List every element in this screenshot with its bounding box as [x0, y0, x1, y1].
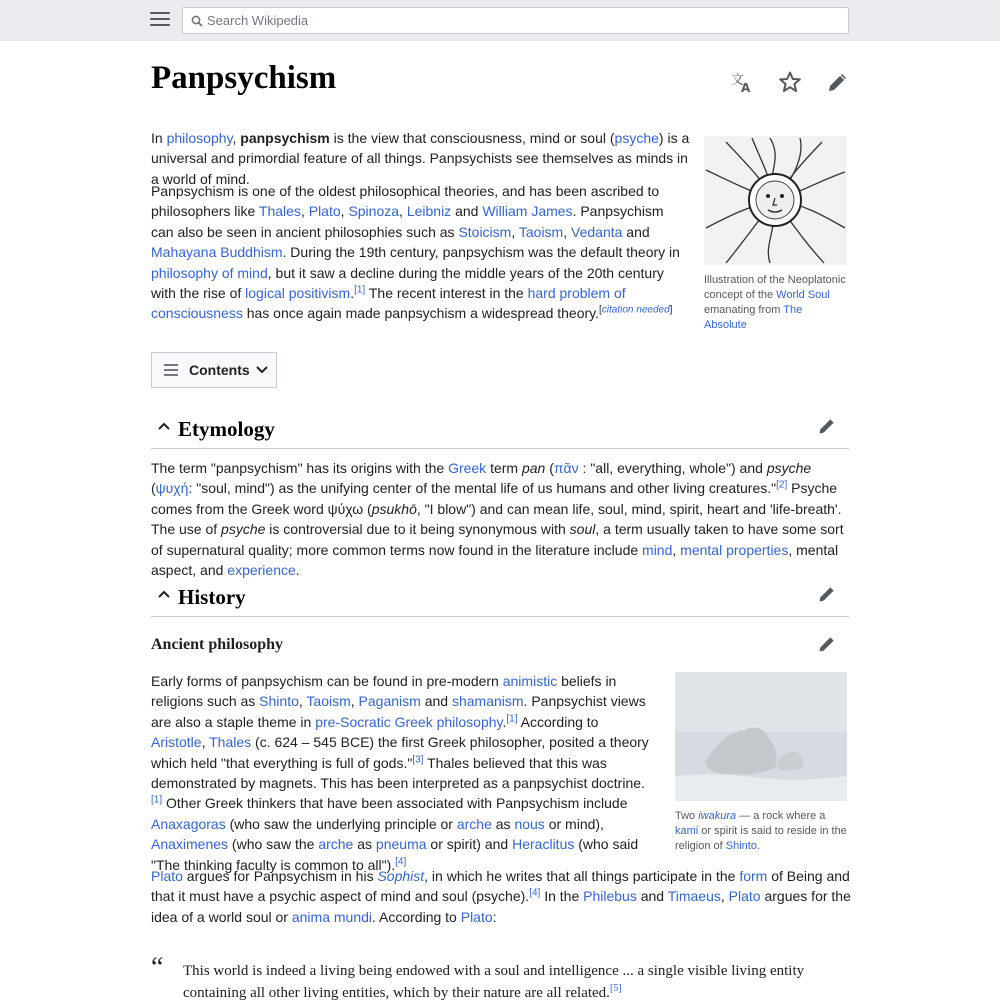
link-arche[interactable]: arche	[456, 815, 492, 832]
link-paganism[interactable]: Paganism	[358, 693, 421, 710]
menu-icon[interactable]	[150, 12, 170, 28]
svg-text:文: 文	[731, 73, 745, 88]
caret-up-icon[interactable]	[157, 419, 171, 433]
blockquote: This world is indeed a living being endowed with a soul and intelligence ... a single visible living entity containing all other living entities, which by their nature are all related.[5]	[183, 963, 805, 1001]
top-bar	[0, 0, 1000, 41]
link-stoicism[interactable]: Stoicism	[458, 223, 512, 240]
link-the-absolute[interactable]: The Absolute	[704, 304, 803, 331]
reference-link[interactable]: [2]	[776, 479, 788, 491]
link-aristotle[interactable]: Aristotle	[151, 734, 202, 751]
link-plato[interactable]: Plato	[308, 203, 341, 220]
reference-link[interactable]: [1]	[354, 284, 366, 296]
edit-pencil-icon[interactable]	[817, 634, 837, 654]
link-shamanism[interactable]: shamanism	[451, 693, 524, 710]
link-spinoza[interactable]: Spinoza	[348, 203, 400, 220]
link-philosophy[interactable]: philosophy	[166, 130, 233, 146]
chevron-down-icon	[255, 363, 269, 377]
section-history	[151, 575, 849, 617]
intro-paragraph-2: Panpsychism is one of the oldest philosophical theories, and has been ascribed to philosophers like Thales, Plato, Spinoza, Leibniz and William James. Panpsychism can also be seen in ancient philosophies such as Stoicism, Taoism, Vedanta and Mahayana Buddhism. During the 19th century, panpsychism was the default theory in philosophy of mind, but it saw a decline during the middle years of the 20th century with the rise of logical positivism.[1] The recent interest in the hard problem of consciousness has once again made panpsychism a widespread theory.[citation needed]	[151, 183, 680, 322]
subsection-heading: Ancient philosophy	[151, 636, 284, 653]
world-soul-illustration[interactable]	[704, 136, 847, 265]
iwakura-photo[interactable]	[675, 672, 847, 801]
link-sophist[interactable]: Sophist	[377, 868, 425, 884]
link-william-james[interactable]: William James	[482, 203, 573, 220]
reference-link[interactable]: [1]	[151, 794, 163, 806]
figure-caption: Two iwakura — a rock where a kami or spirit is said to reside in the religion of Shinto.	[675, 810, 847, 852]
link-greek[interactable]: Greek	[448, 460, 487, 476]
figure-iwakura	[675, 672, 847, 854]
plato-paragraph: Plato argues for Panpsychism in his Sophist, in which he writes that all things participate in the form of Being and that it must have a psychic aspect of mind and soul (psyche).[4] In the Philebus and Timaeus, Plato argues for the idea of a world soul or anima mundi. According to Plato:	[151, 868, 851, 925]
link-shinto[interactable]: Shinto	[725, 840, 757, 852]
reference-link[interactable]: [1]	[506, 713, 518, 725]
link-plato[interactable]: Plato	[728, 888, 761, 905]
intro-paragraph-1: In philosophy, panpsychism is the view that consciousness, mind or soul (psyche) is a universal and primordial feature of all things. Panpsychists see themselves as minds in a world of mind.	[151, 130, 690, 187]
link-pan[interactable]: πᾶν	[553, 460, 579, 476]
link-taoism[interactable]: Taoism	[306, 693, 351, 710]
link-iwakura[interactable]: iwakura	[698, 810, 737, 822]
link-plato[interactable]: Plato	[151, 868, 183, 884]
section-heading: Etymology	[178, 417, 275, 441]
section-etymology	[151, 407, 849, 449]
figure-world-soul	[704, 136, 847, 333]
ancient-philosophy-paragraph: Early forms of panpsychism can be found in pre-modern animistic beliefs in religions such as Shinto, Taoism, Paganism and shamanism. Panpsychist views are also a staple theme in pre-Socratic Greek philosophy.[1] According to Aristotle, Thales (c. 624 – 545 BCE) the first Greek philosopher, posited a theory which held "that everything is full of gods."[3] Thales believed that this was demonstrated by magnets. This has been interpreted as a panpsychist doctrine.[1] Other Greek thinkers that have been associated with Panpsychism include Anaxagoras (who saw the underlying principle or arche as nous or mind), Anaximenes (who saw the arche as pneuma or spirit) and Heraclitus (who said "The thinking faculty is common to all").[4]	[151, 673, 649, 873]
link-anaximenes[interactable]: Anaximenes	[151, 836, 229, 853]
link-taoism[interactable]: Taoism	[518, 223, 564, 240]
link-vedanta[interactable]: Vedanta	[571, 223, 623, 240]
link-plato[interactable]: Plato	[460, 908, 493, 925]
link-timaeus[interactable]: Timaeus	[667, 888, 721, 905]
page-title: Panpsychism	[151, 60, 337, 96]
bold-term: panpsychism	[240, 130, 330, 146]
contents-label: Contents	[189, 362, 250, 378]
link-world-soul[interactable]: World Soul	[776, 289, 830, 301]
edit-pencil-icon[interactable]	[826, 70, 850, 94]
caret-up-icon[interactable]	[157, 587, 171, 601]
link-thales[interactable]: Thales	[209, 734, 252, 751]
quote-mark-icon: “	[151, 952, 164, 983]
link-pre-socratic[interactable]: pre-Socratic Greek philosophy	[315, 713, 503, 730]
svg-text:A: A	[741, 81, 751, 94]
reference-link[interactable]: [4]	[529, 887, 541, 899]
link-mind[interactable]: mind	[642, 541, 673, 558]
link-kami[interactable]: kami	[675, 825, 699, 837]
link-logical-positivism[interactable]: logical positivism	[245, 285, 351, 302]
figure-caption: Illustration of the Neoplatonic concept of the World Soul emanating from The Absolute	[704, 274, 846, 331]
link-experience[interactable]: experience	[227, 562, 296, 579]
search-icon	[191, 15, 203, 27]
link-psyche[interactable]: psyche	[614, 130, 659, 146]
section-heading: History	[178, 585, 246, 609]
etymology-paragraph: The term "panpsychism" has its origins with the Greek term pan (πᾶν : "all, everything, whole") and psyche (ψυχή: "soul, mind") as the unifying center of the mental life of us humans and other living creatures."[2] Psyche comes from the Greek word ψύχω (psukhō, "I blow") and can mean life, soul, mind, spirit, heart and 'life-breath'. The use of psyche is controversial due to it being synonymous with soul, a term usually taken to have some sort of supernatural quality; more common terms now found in the literature include mind, mental properties, mental aspect, and experience.	[151, 460, 844, 579]
link-heraclitus[interactable]: Heraclitus	[512, 836, 575, 853]
link-mental-properties[interactable]: mental properties	[680, 541, 789, 558]
link-form[interactable]: form	[739, 868, 768, 884]
link-anima-mundi[interactable]: anima mundi	[291, 908, 373, 925]
edit-pencil-icon[interactable]	[817, 584, 837, 604]
link-arche[interactable]: arche	[318, 836, 354, 853]
star-icon[interactable]	[778, 70, 802, 94]
reference-link[interactable]: [5]	[609, 983, 622, 994]
contents-button[interactable]	[151, 352, 277, 388]
link-philebus[interactable]: Philebus	[583, 888, 637, 905]
contents-list-icon	[164, 364, 178, 379]
link-nous[interactable]: nous	[514, 815, 545, 832]
reference-link[interactable]: [3]	[412, 753, 424, 765]
translate-icon[interactable]	[730, 70, 754, 94]
link-leibniz[interactable]: Leibniz	[406, 203, 452, 220]
link-animistic[interactable]: animistic	[502, 673, 558, 689]
link-shinto[interactable]: Shinto	[259, 693, 299, 710]
reference-link[interactable]: [4]	[395, 856, 407, 867]
link-anaxagoras[interactable]: Anaxagoras	[151, 815, 226, 832]
link-philosophy-of-mind[interactable]: philosophy of mind	[151, 264, 268, 281]
link-thales[interactable]: Thales	[258, 203, 301, 220]
search-box[interactable]	[182, 7, 849, 34]
link-pneuma[interactable]: pneuma	[375, 836, 427, 853]
link-psyche-greek[interactable]: ψυχή	[155, 480, 189, 497]
citation-needed-link[interactable]: citation needed	[601, 304, 670, 316]
link-mahayana-buddhism[interactable]: Mahayana Buddhism	[151, 244, 283, 261]
link-hard-problem[interactable]: hard problem of consciousness	[151, 285, 626, 322]
search-input[interactable]	[207, 10, 837, 31]
edit-pencil-icon[interactable]	[817, 416, 837, 436]
